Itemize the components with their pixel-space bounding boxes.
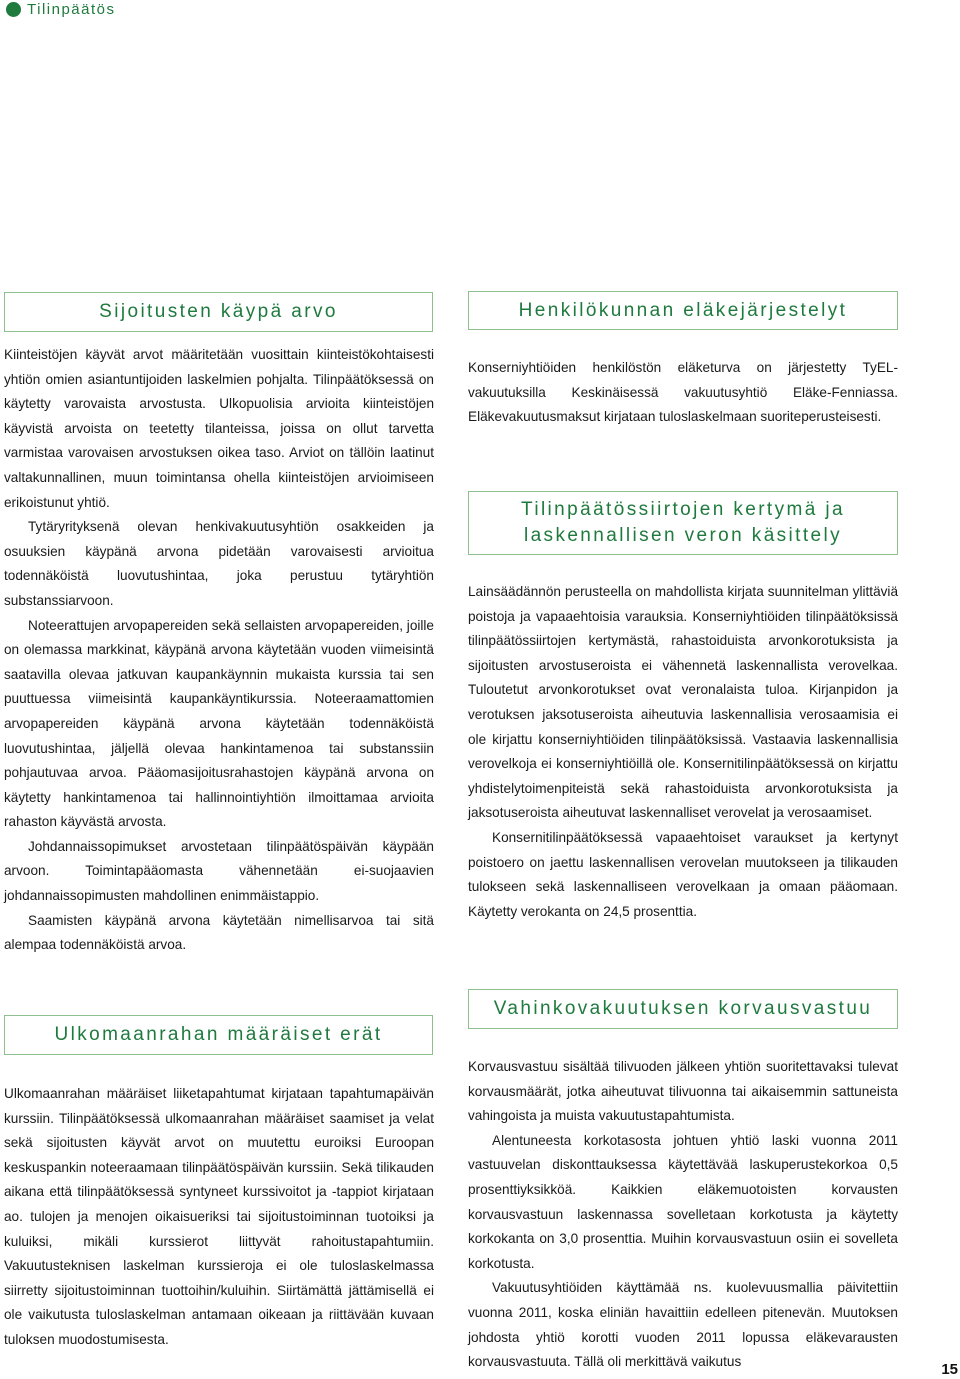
heading-box-tilinpaatossiirtojen (468, 491, 898, 555)
section-bullet-icon (6, 2, 21, 17)
left-section1-body (4, 343, 434, 958)
paragraph: Tytäryrityksenä olevan henkivakuutusyhtiön osakkeiden ja osuuksien käypänä arvona pidetään varovaisesti arvioitua todennäköistä luovutushintaa, joka perustuu tytäryhtiön substanssiarvoon. (4, 519, 434, 608)
heading-box-ulkomaanrahan (4, 1015, 433, 1055)
paragraph: Ulkomaanrahan määräiset liiketapahtumat kirjataan tapahtumapäivän kurssiin. Tilinpäätöksessä ulkomaanrahan määräiset saamiset ja velat sekä sijoitusten käyvät arvot on muutettu euroiksi Euroopan keskuspankin noteeraamaan tilinpäätöspäivän kurssiin. Sekä tilikauden aikana että tilinpäätöksessä syntyneet kurssivoitot ja -tappiot kirjataan ao. tulojen ja menojen oikaisueriksi tai sijoitustoiminnan tuotoiksi ja kuluiksi, mikäli kurssierot liittyvät rahoitustapahtumiin. Vakuutusteknisen laskelman kurssieroja ei ole tuloslaskelmassa siirretty sijoitustoiminnan tuottoihin/kuluihin. Siirtämättä jättämisellä ei ole vaikutusta tuloslaskelman antamaan oikeaan ja riittävään kuvaan tuloksen muodostumisesta. (4, 1086, 434, 1347)
section-heading: Tilinpäätössiirtojen kertymä ja laskennallisen veron käsittely (521, 499, 845, 546)
page-header (6, 1, 115, 18)
section-heading: Henkilökunnan eläkejärjestelyt (518, 299, 848, 321)
heading-box-henkilokunnan (468, 291, 898, 330)
section-heading: Vahinkovakuutuksen korvausvastuu (493, 998, 873, 1019)
section-heading: Ulkomaanrahan määräiset erät (54, 1024, 383, 1045)
paragraph: Konserniyhtiöiden henkilöstön eläketurva on järjestetty TyEL-vakuutuksilla Keskinäisessä vakuutusyhtiö Eläke-Fenniassa. Eläkevakuutusmaksut kirjataan tuloslaskelmaan suoriteperusteisesti. (468, 360, 898, 425)
paragraph: Korvausvastuu sisältää tilivuoden jälkeen yhtiön suoritettavaksi tulevat korvausmäärät, jotka aiheutuvat tilivuonna tai aikaisemmin sattuneista vahingoista ja muista vakuutustapahtumista. (468, 1059, 898, 1124)
right-section1-body (468, 356, 898, 430)
paragraph: Alentuneesta korkotasosta johtuen yhtiö laski vuonna 2011 vastuuvelan diskonttauksessa käytettävää laskuperustekorkoa 0,5 prosenttiyksikköä. Kaikkien eläkemuotoisten korvausten korvausvastuun laskennassa sovelletaan korkotusta ja käytetty korkokanta on 3,0 prosenttia. Muihin korvausvastuun osiin ei sovelleta korkotusta. (468, 1132, 898, 1271)
left-section2-body (4, 1082, 434, 1353)
heading-box-sijoitusten (4, 292, 433, 332)
header-title: Tilinpäätös (27, 1, 116, 18)
page-number: 15 (941, 1361, 958, 1378)
heading-box-vahinkovakuutuksen (468, 989, 898, 1029)
section-heading: Sijoitusten käypä arvo (99, 301, 338, 322)
right-section3-body (468, 1055, 898, 1375)
paragraph: Lainsäädännön perusteella on mahdollista kirjata suunnitelman ylittäviä poistoja ja vapaaehtoisia varauksia. Konserniyhtiöiden tilinpäätöksissä tilinpäätössiirtojen kertymästä, rahastoiduista arvonkorotuksista ja sijoitusten arvostuseroista ei vähennetä laskennallista verovelkaa. Tuloutetut arvonkorotukset ovat veronalaista tuloa. Kirjanpidon ja verotuksen jaksotuseroista aiheutuvia laskennallisia verosaamisia ei ole kirjattu konserniyhtiöiden tilinpäätöksissä. Vastaavia laskennallisia verovelkoja ei konserniyhtiöillä ole. Konsernitilinpäätöksessä on kirjattu yhdistelytoimenpiteistä sekä rahastoiduista arvonkorotuksista ja jaksotuseroista aiheutuvat laskennalliset verovelat ja verosaamiset. (468, 584, 898, 821)
paragraph: Saamisten käypänä arvona käytetään nimellisarvoa tai sitä alempaa todennäköistä arvoa. (4, 912, 434, 953)
paragraph: Vakuutusyhtiöiden käyttämää ns. kuolevuusmallia päivitettiin vuonna 2011, koska eliniän havaittiin edelleen pitenevän. Muutoksen johdosta yhtiö korotti vuoden 2011 lopussa eläkevarausten korvausvastuuta. Tällä oli merkittävä vaikutus (468, 1280, 898, 1370)
paragraph: Kiinteistöjen käyvät arvot määritetään vuosittain kiinteistökohtaisesti yhtiön omien asiantuntijoiden laskelmien pohjalta. Tilinpäätöksessä on käytetty varovaista arvostusta. Ulkopuolisia arvioita kiinteistöjen käyvistä arvoista on teetetty tilanteissa, joissa on ollut tarvetta varmistaa varovaisen arvostuksen oikea taso. Arviot on tällöin laatinut valtakunnallinen, muun toimintansa ohella kiinteistöjen arvioimiseen erikoistunut yhtiö. (4, 347, 434, 510)
paragraph: Johdannaissopimukset arvostetaan tilinpäätöspäivän käypään arvoon. Toimintapääomasta vähennetään ei-suojaavien johdannaissopimusten mahdollinen enimmäistappio. (4, 838, 434, 904)
paragraph: Noteerattujen arvopapereiden sekä sellaisten arvopapereiden, joille on olemassa markkinat, käypänä arvona käytetään vuoden viimeisintä saatavilla olevaa jatkuvan kaupankäynnin mukaista kurssia tai sen puuttuessa viimeisintä kaupankäyntikurssia. Noteeraamattomien arvopapereiden käypänä arvona käytetään todennäköistä luovutushintaa, jäljellä olevaa hankintamenoa tai substanssiin pohjautuvaa arvoa. Pääomasijoitusrahastojen käypänä arvona on käytetty hankintamenoa tai hallinnointiyhtiön ilmoittamaa arvioita rahaston käyvästä arvosta. (4, 617, 434, 830)
paragraph: Konsernitilinpäätöksessä vapaaehtoiset varaukset ja kertynyt poistoero on jaettu laskennallisen verovelan muutokseen ja tilikauden tulokseen sekä laskennalliseen verovelkaan ja omaan pääomaan. Käytetty verokanta on 24,5 prosenttia. (468, 829, 898, 919)
right-section2-body (468, 580, 898, 924)
